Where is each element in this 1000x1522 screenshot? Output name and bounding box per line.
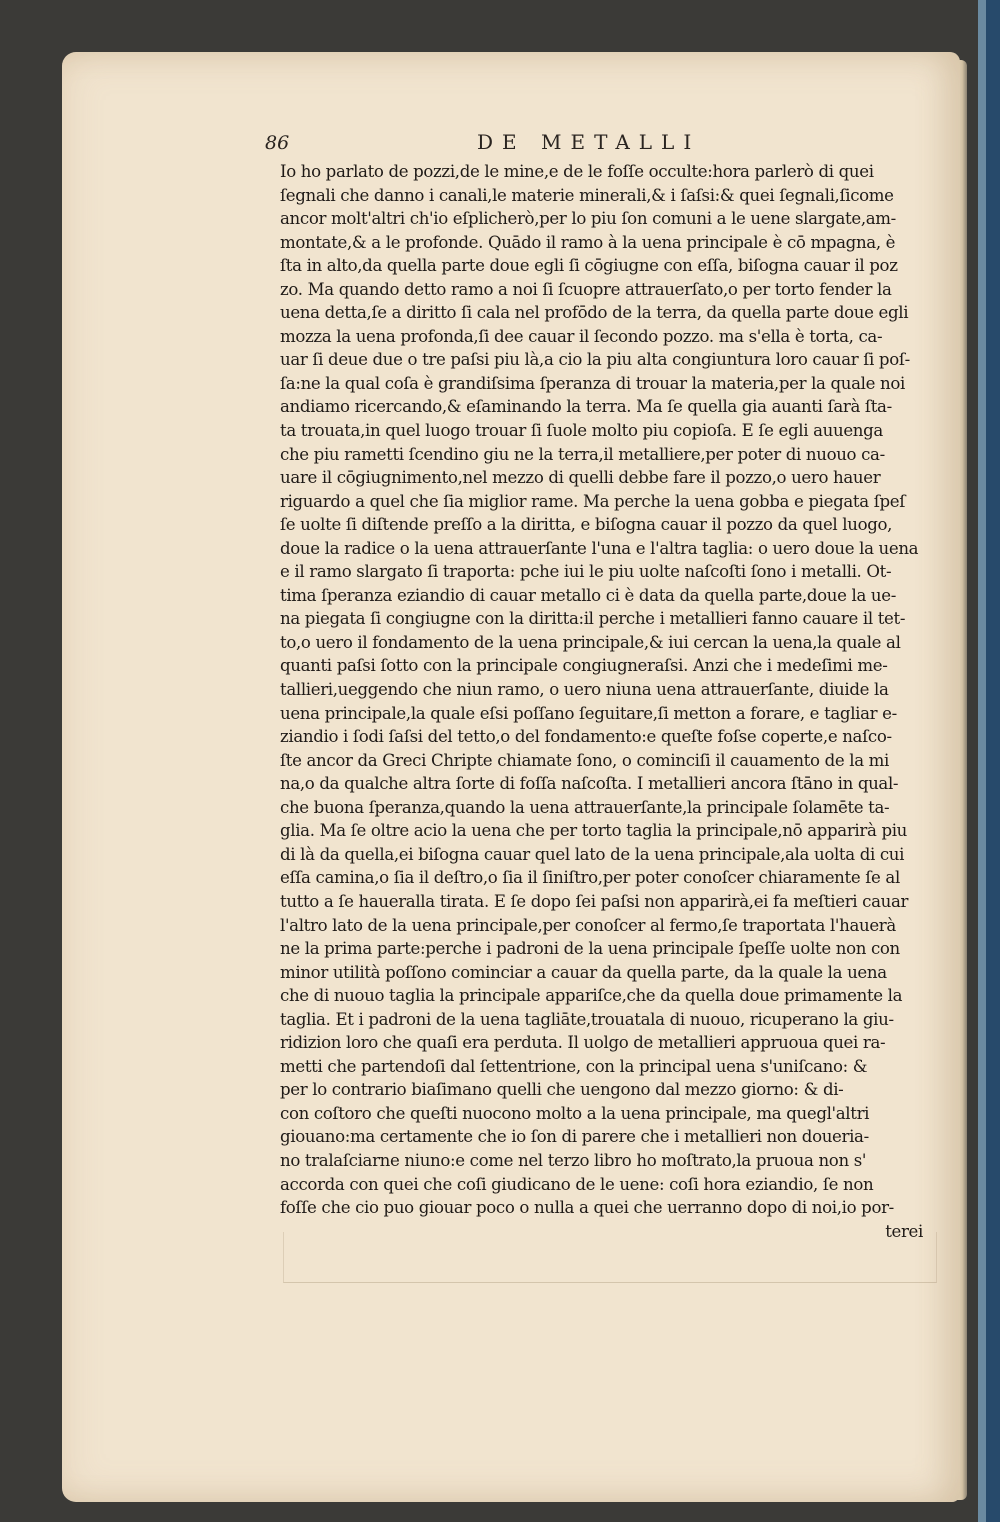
text-line: tima ſperanza eziandio di cauar metallo ci è data da quella parte,doue la ue-	[280, 585, 896, 605]
page-header	[265, 128, 955, 156]
text-line: che di nuouo taglia la principale appariſce,che da quella doue primamente la	[280, 986, 903, 1006]
catchword: terei	[885, 1221, 923, 1241]
text-line: uare il cōgiugnimento,nel mezzo di quelli debbe fare il pozzo,o uero hauer	[280, 468, 881, 488]
text-line: montate,& a le profonde. Quādo il ramo à la uena principale è cō mpagna, è	[280, 232, 896, 252]
text-line: l'altro lato de la uena principale,per conoſcer al fermo,ſe traportata l'hauerà	[280, 915, 896, 935]
page-number: 86	[265, 132, 290, 154]
text-line: zo. Ma quando detto ramo a noi ſi ſcuopre attrauerſato,o per torto fender la	[280, 279, 892, 299]
text-line: eſſa camina,o ſia il deſtro,o ſia il ſiniſtro,per poter conoſcer chiaramente ſe al	[280, 868, 900, 888]
text-line: di là da quella,ei biſogna cauar quel lato de la uena principale,ala uolta di cui	[280, 844, 905, 864]
text-line: foſſe che cio puo giouar poco o nulla a quei che uerranno dopo di noi,io por-	[280, 1198, 894, 1218]
text-line: mozza la uena profonda,ſi dee cauar il ſecondo pozzo. ma s'ella è torta, ca-	[280, 326, 883, 346]
text-line: riguardo a quel che ſia miglior rame. Ma perche la uena gobba e piegata ſpeſ	[280, 491, 906, 511]
text-line: tutto a ſe haueralla tirata. E ſe dopo ſei paſsi non apparirà,ei fa meſtieri cauar	[280, 891, 909, 911]
text-line: giouano:ma certamente che io ſon di parere che i metallieri non doueria-	[280, 1127, 869, 1147]
text-line: e il ramo slargato ſi traporta: pche iui le piu uolte naſcoſti ſono i metalli. Ot-	[280, 562, 892, 582]
text-line: to,o uero il fondamento de la uena principale,& iui cercan la uena,la quale al	[280, 632, 901, 652]
text-line: uena detta,ſe a diritto ſi cala nel profōdo de la terra, da quella parte doue egli	[280, 303, 909, 323]
text-line: na,o da qualche altra ſorte di foſſa naſcoſta. I metallieri ancora ſtāno in qual-	[280, 774, 899, 794]
text-line: che buona ſperanza,quando la uena attrauerſante,la principale ſolamēte ta-	[280, 797, 890, 817]
binding-strip-inner	[986, 0, 1000, 1522]
text-line: doue la radice o la uena attrauerſante l'una e l'altra taglia: o uero doue la uena	[280, 538, 919, 558]
text-line: ſta in alto,da quella parte doue egli ſi cōgiugne con eſſa, biſogna cauar il poz	[280, 256, 898, 276]
text-line: ſe uolte ſi diſtende preſſo a la diritta, e biſogna cauar il pozzo da quel luogo,	[280, 515, 893, 535]
body-text	[280, 160, 945, 1243]
text-line: uar ſi deue due o tre paſsi piu là,a cio la piu alta congiuntura loro cauar ſi poſ-	[280, 350, 910, 370]
text-line: ſegnali che danno i canali,le materie minerali,& i ſaſsi:& quei ſegnali,ſicome	[280, 185, 894, 205]
text-line: tallieri,ueggendo che niun ramo, o uero niuna uena attrauerſante, diuide la	[280, 680, 889, 700]
text-line: taglia. Et i padroni de la uena tagliāte,trouatala di nuouo, ricuperano la giu-	[280, 1009, 894, 1029]
text-line: ſa:ne la qual coſa è grandiſsima ſperanza di trouar la materia,per la quale noi	[280, 373, 905, 393]
text-line: na piegata ſi congiugne con la diritta:il perche i metallieri fanno cauare il tet-	[280, 609, 906, 629]
text-line: quanti paſsi ſotto con la principale congiugneraſsi. Anzi che i medeſimi me-	[280, 656, 888, 676]
text-line: uena principale,la quale eſsi poſſano ſeguitare,ſi metton a forare, e tagliar e-	[280, 703, 897, 723]
text-line: ne la prima parte:perche i padroni de la uena principale ſpeſſe uolte non con	[280, 939, 900, 959]
text-line: ridizion loro che quaſi era perduta. Il uolgo de metallieri appruoua quei ra-	[280, 1033, 886, 1053]
text-line: accorda con quei che coſi giudicano de le uene: coſi hora eziandio, ſe non	[280, 1174, 874, 1194]
text-line: metti che partendoſi dal ſettentrione, con la principal uena s'uniſcano: &	[280, 1056, 868, 1076]
running-head: DE METALLI	[477, 130, 701, 154]
text-line: per lo contrario biaſimano quelli che uengono dal mezzo giorno: & di-	[280, 1080, 844, 1100]
text-line: che piu rametti ſcendino giu ne la terra,il metalliere,per poter di nuouo ca-	[280, 444, 885, 464]
text-line: glia. Ma ſe oltre acio la uena che per torto taglia la principale,nō apparirà piu	[280, 821, 908, 841]
text-line: ta trouata,in quel luogo trouar ſi ſuole molto piu copioſa. E ſe egli auuenga	[280, 421, 883, 441]
text-line: con coſtoro che queſti nuocono molto a la uena principale, ma quegl'altri	[280, 1103, 870, 1123]
text-line: ziandio i ſodi ſaſsi del tetto,o del fondamento:e queſte foſse coperte,e naſco-	[280, 727, 892, 747]
text-line: Io ho parlato de pozzi,de le mine,e de le foſſe occulte:hora parlerò di quei	[280, 162, 874, 181]
text-line: andiamo ricercando,& eſaminando la terra. Ma ſe quella gia auanti ſarà ſta-	[280, 397, 892, 417]
text-line: ancor molt'altri ch'io eſplicherò,per lo piu ſon comuni a le uene slargate,am-	[280, 209, 896, 229]
text-line: no tralaſciarne niuno:e come nel terzo libro ho moſtrato,la pruoua non s'	[280, 1150, 867, 1170]
text-line: minor utilità poſſono cominciar a cauar da quella parte, da la quale la uena	[280, 962, 887, 982]
text-line: ſte ancor da Greci Chripte chiamate ſono, o cominciſi il cauamento de la mi	[280, 750, 890, 770]
